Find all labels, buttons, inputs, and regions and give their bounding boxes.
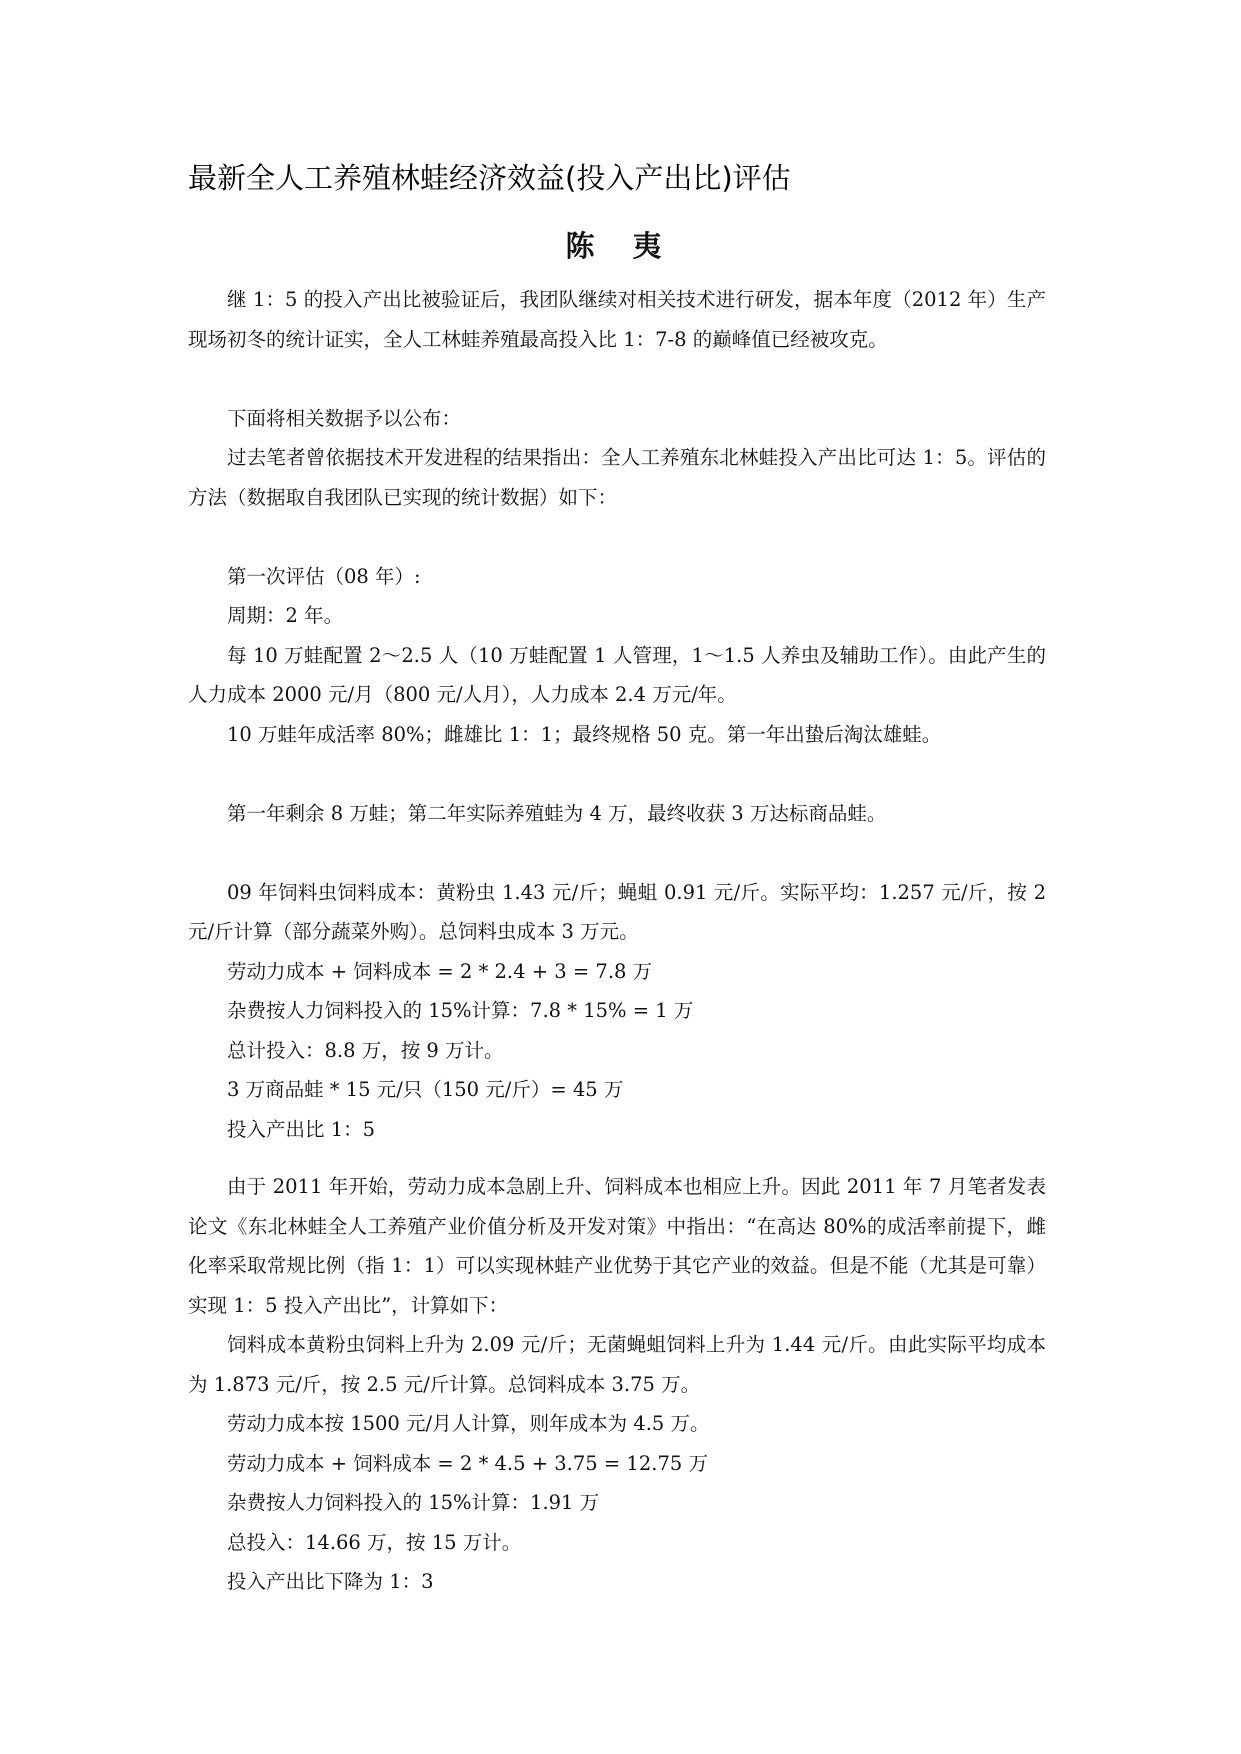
calculation-line: 总投入：14.66 万，按 15 万计。	[227, 1530, 522, 1554]
calculation-line: 总计投入：8.8 万，按 9 万计。	[227, 1038, 504, 1062]
calculation-line: 杂费按人力饲料投入的 15%计算：1.91 万	[227, 1491, 600, 1514]
section-heading: 第一次评估（08 年）:	[227, 564, 421, 588]
calculation-line: 投入产出比下降为 1：3	[227, 1570, 434, 1593]
intro-paragraph: 过去笔者曾依据技术开发进程的结果指出：全人工养殖东北林蛙投入产出比可达 1：5。评估的方法（数据取自我团队已实现的统计数据）如下：	[188, 446, 1046, 509]
paragraph: 周期：2 年。	[227, 604, 344, 627]
paragraph: 每 10 万蛙配置 2～2.5 人（10 万蛙配置 1 人管理，1～1.5 人养虫及辅助工作）。由此产生的人力成本 2000 元/月（800 元/人月），人力成本 2.4 万元/年。	[188, 643, 1046, 706]
calculation-line: 3 万商品蛙 * 15 元/只（150 元/斤）= 45 万	[227, 1078, 624, 1101]
calculation-line: 劳动力成本 + 饲料成本 = 2 * 4.5 + 3.75 = 12.75 万	[227, 1451, 708, 1475]
paragraph: 劳动力成本按 1500 元/月人计算，则年成本为 4.5 万。	[227, 1412, 710, 1435]
paragraph: 由于 2011 年开始，劳动力成本急剧上升、饲料成本也相应上升。因此 2011 年 7 月笔者发表论文《东北林蛙全人工养殖产业价值分析及开发对策》中指出：“在高达 80%的成活率前提下，雌化率采取常规比例（指 1：1）可以实现林蛙产业优势于其它产业的效益。但是不能（尤其是可靠）实现 1：5 投入产出比”，计算如下：	[188, 1175, 1046, 1317]
author-name: 陈 夷	[565, 229, 676, 263]
paragraph: 第一年剩余 8 万蛙；第二年实际养殖蛙为 4 万，最终收获 3 万达标商品蛙。	[227, 801, 887, 825]
document-body	[188, 280, 1046, 1602]
calculation-line: 杂费按人力饲料投入的 15%计算：7.8 * 15% = 1 万	[227, 999, 694, 1022]
calculation-line: 投入产出比 1：5	[227, 1117, 376, 1141]
intro-paragraph: 继 1：5 的投入产出比被验证后，我团队继续对相关技术进行研发，据本年度（2012 年）生产现场初冬的统计证实，全人工林蛙养殖最高投入比 1：7-8 的巅峰值已经被攻克。	[188, 288, 1046, 351]
paragraph: 09 年饲料虫饲料成本：黄粉虫 1.43 元/斤；蝇蛆 0.91 元/斤。实际平均：1.257 元/斤，按 2 元/斤计算（部分蔬菜外购）。总饲料虫成本 3 万元。	[188, 880, 1046, 943]
intro-paragraph: 下面将相关数据予以公布：	[227, 406, 462, 430]
calculation-line: 劳动力成本 + 饲料成本 = 2 * 2.4 + 3 = 7.8 万	[227, 959, 653, 983]
document-title: 最新全人工养殖林蛙经济效益(投入产出比)评估	[188, 161, 791, 195]
paragraph: 饲料成本黄粉虫饲料上升为 2.09 元/斤；无菌蝇蛆饲料上升为 1.44 元/斤。由此实际平均成本为 1.873 元/斤，按 2.5 元/斤计算。总饲料成本 3.75 万。	[188, 1333, 1046, 1396]
paragraph: 10 万蛙年成活率 80%；雌雄比 1：1；最终规格 50 克。第一年出蛰后淘汰雄蛙。	[227, 722, 942, 746]
